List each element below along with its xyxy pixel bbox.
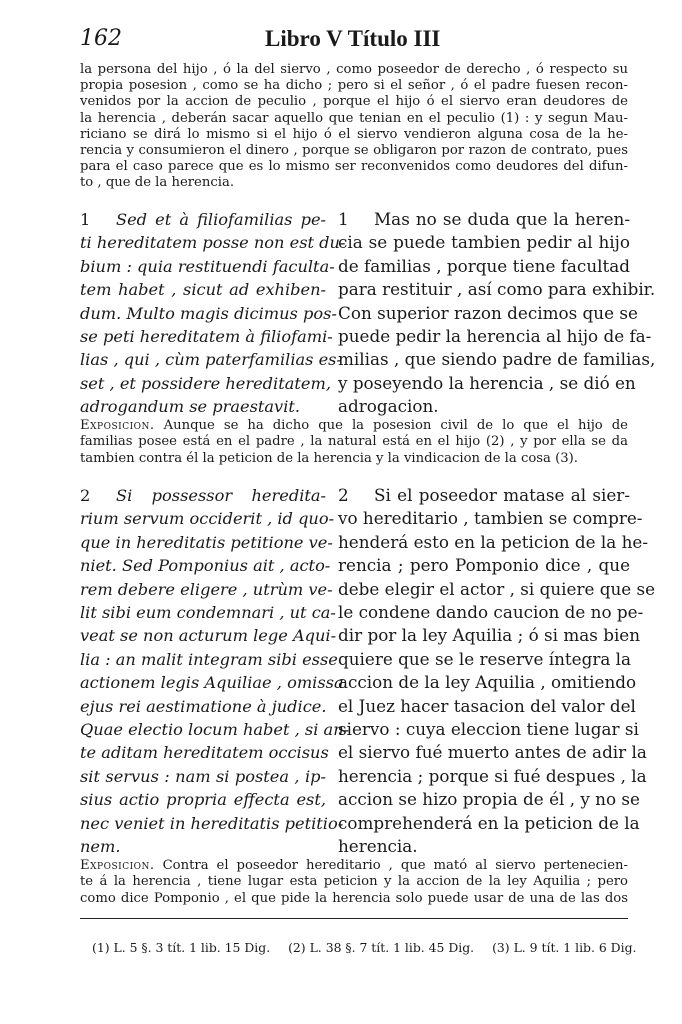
latin-line: que in hereditatis petitione ve- xyxy=(80,532,333,552)
spanish-line: puede pedir la herencia al hijo de fa- xyxy=(338,326,652,347)
spanish-line: 1 Mas no se duda que la heren- xyxy=(338,208,630,231)
spanish-line: debe elegir el actor , si quiere que se xyxy=(338,578,656,599)
footnote: (1) L. 5 §. 3 tít. 1 lib. 15 Dig. xyxy=(92,940,271,955)
spanish-line: cia se puede tambien pedir al hijo xyxy=(338,232,630,253)
text-line: to , que de la herencia. xyxy=(80,175,235,191)
text-line: la herencia , deberán sacar aquello que tenian en el peculio (1) : y segun Mau- xyxy=(80,110,628,126)
spanish-line: milias , que siendo padre de familias, xyxy=(338,349,656,370)
latin-line: rium servum occiderit , id quo- xyxy=(80,509,335,529)
spanish-line: el siervo fué muerto antes de adir la xyxy=(338,742,647,763)
latin-line: sit servus : nam si postea , ip- xyxy=(80,766,326,786)
section-number: 1 xyxy=(338,209,349,229)
page-number: 162 xyxy=(80,26,122,51)
latin-line: rem debere eligere , utrùm ve- xyxy=(80,579,333,599)
text-line: como dice Pomponio , el que pide la herencia solo puede usar de una de las dos xyxy=(80,890,628,906)
latin-line: bium : quia restituendi faculta- xyxy=(80,256,335,276)
spanish-line: Con superior razon decimos que se xyxy=(338,302,638,323)
spanish-line: herencia ; porque si fué despues , la xyxy=(338,765,647,786)
footnotes xyxy=(92,940,637,955)
latin-line: 2 Si possessor heredita- xyxy=(80,484,326,507)
spanish-line: accion de la ley Aquilia , omitiendo xyxy=(338,672,637,693)
latin-line: Quae electio locum habet , si an- xyxy=(80,720,350,740)
footnote: (3) L. 9 tít. 1 lib. 6 Dig. xyxy=(492,940,637,955)
spanish-line: accion se hizo propia de él , y no se xyxy=(338,789,640,810)
intro-paragraph xyxy=(80,62,628,192)
latin-line: veat se non acturum lege Aqui- xyxy=(80,626,337,646)
latin-line: ti hereditatem posse non est du- xyxy=(80,233,346,253)
spanish-line: el Juez hacer tasacion del valor del xyxy=(338,695,636,716)
exposition-label: Exposicion. xyxy=(80,858,155,873)
running-title: Libro V Título III xyxy=(265,26,441,51)
spanish-line: siervo : cuya eleccion tiene lugar si xyxy=(338,719,639,740)
footnote-divider xyxy=(80,918,628,919)
latin-column xyxy=(80,208,346,419)
exposition-1 xyxy=(80,418,628,467)
spanish-line: henderá esto en la peticion de la he- xyxy=(338,531,649,552)
spanish-line: adrogacion. xyxy=(338,396,439,417)
latin-line: lit sibi eum condemnari , ut ca- xyxy=(80,603,336,623)
spanish-line: de familias , porque tiene facultad xyxy=(338,255,630,276)
page-header xyxy=(80,26,628,56)
spanish-line: herencia. xyxy=(338,836,418,857)
text-line: riciano se dirá lo mismo si el hijo ó el siervo vendieron alguna cosa de la he- xyxy=(80,126,628,142)
latin-column xyxy=(80,484,350,859)
text-line: tambien contra él la peticion de la herencia y la vindicacion de la cosa (3). xyxy=(80,450,578,466)
spanish-column xyxy=(338,208,656,419)
spanish-line: dir por la ley Aquilia ; ó si mas bien xyxy=(338,625,641,646)
section-number: 2 xyxy=(338,485,349,505)
latin-line: actionem legis Aquiliae , omissa xyxy=(80,673,344,693)
exposition-2 xyxy=(80,858,628,907)
text-line: te á la herencia , tiene lugar esta peticion y la accion de la ley Aquilia ; pero xyxy=(80,874,628,890)
latin-line: niet. Sed Pomponius ait , acto- xyxy=(80,556,331,576)
footnote: (2) L. 38 §. 7 tít. 1 lib. 45 Dig. xyxy=(288,940,475,955)
latin-line: nem. xyxy=(80,837,121,857)
text-line: propia posesion , como se ha dicho ; pero si el señor , ó el padre fuesen recon- xyxy=(80,78,628,94)
latin-line: lias , qui , cùm paterfamilias es- xyxy=(80,350,342,370)
latin-line: nec veniet in hereditatis petitio- xyxy=(80,813,344,833)
text-line: para el caso parece que es lo mismo ser reconvenidos como deudores del difun- xyxy=(80,159,628,175)
text-line: Exposicion. Contra el poseedor hereditario , que mató al siervo pertenecien- xyxy=(80,858,628,873)
section-number: 2 xyxy=(80,486,91,505)
spanish-line: quiere que se le reserve íntegra la xyxy=(338,648,632,669)
latin-line: set , et possidere hereditatem, xyxy=(80,373,331,393)
spanish-line: 2 Si el poseedor matase al sier- xyxy=(338,484,630,507)
latin-line: se peti hereditatem à filiofami- xyxy=(80,327,333,347)
text-line: Exposicion. Aunque se ha dicho que la posesion civil de lo que el hijo de xyxy=(80,418,628,433)
spanish-line: comprehenderá en la peticion de la xyxy=(338,812,640,833)
spanish-line: le condene dando caucion de no pe- xyxy=(338,602,644,623)
exposition-label: Exposicion. xyxy=(80,418,155,433)
text-line: la persona del hijo , ó la del siervo , como poseedor de derecho , ó respecto su xyxy=(80,62,628,77)
text-line: rencia y consumieron el dinero , porque se obligaron por razon de contrato, pues xyxy=(80,143,628,159)
spanish-line: para restituir , así como para exhibir. xyxy=(338,279,656,300)
latin-line: 1 Sed et à filiofamilias pe- xyxy=(80,208,326,231)
latin-line: tem habet , sicut ad exhiben- xyxy=(80,280,326,300)
text-line: venidos por la accion de peculio , porque el hijo ó el siervo eran deudores de xyxy=(80,94,628,110)
spanish-column xyxy=(338,484,656,859)
latin-line: te aditam hereditatem occisus xyxy=(80,743,329,763)
latin-line: ejus rei aestimatione à judice. xyxy=(80,696,327,716)
spanish-line: y poseyendo la herencia , se dió en xyxy=(338,372,636,393)
section-number: 1 xyxy=(80,210,91,229)
latin-line: adrogandum se praestavit. xyxy=(80,397,301,417)
latin-line: lia : an malit integram sibi esse xyxy=(80,649,338,669)
text-line: familias posee está en el padre , la natural está en el hijo (2) , y por ella se da xyxy=(80,434,628,450)
spanish-line: rencia ; pero Pomponio dice , que xyxy=(338,555,630,576)
spanish-line: vo hereditario , tambien se compre- xyxy=(338,508,643,529)
latin-line: sius actio propria effecta est, xyxy=(80,790,326,810)
latin-line: dum. Multo magis dicimus pos- xyxy=(80,303,337,323)
